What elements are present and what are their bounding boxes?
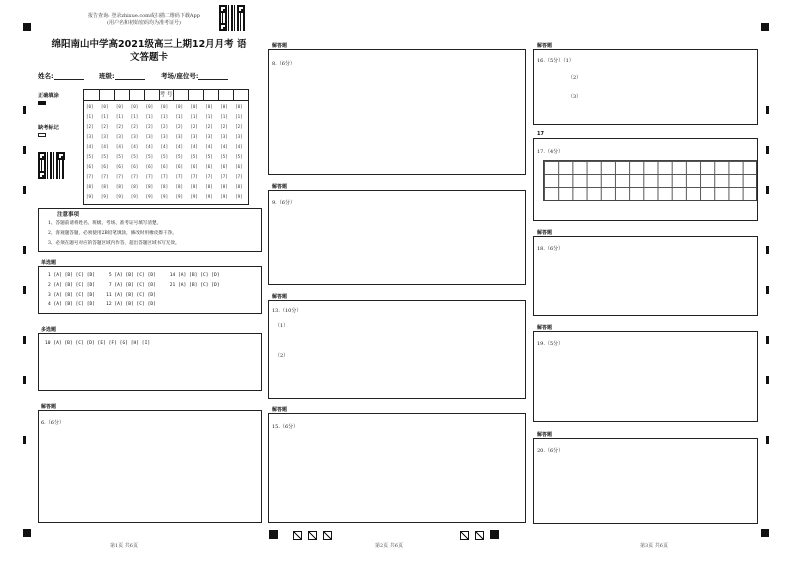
qr-finder-icon xyxy=(57,152,65,160)
seat-field[interactable] xyxy=(161,71,228,80)
answer-section-label: 解答题 xyxy=(272,184,288,190)
exam-number-columns xyxy=(84,100,248,204)
answer-box-q19[interactable] xyxy=(533,331,758,422)
answer-box-q9[interactable] xyxy=(268,190,526,285)
correct-fill-label: 正确填涂 xyxy=(38,93,59,99)
multi-choice-box[interactable] xyxy=(38,333,262,391)
exam-digit-bubble[interactable]: [2] xyxy=(220,124,228,129)
exam-digit-bubble[interactable]: [0] xyxy=(190,104,198,109)
exam-digit-bubble[interactable]: [7] xyxy=(205,174,213,179)
question-label: 17.（4分） xyxy=(537,149,564,155)
sub-question-label: （3） xyxy=(568,94,582,100)
exam-digit-bubble[interactable]: [4] xyxy=(100,144,109,149)
name-label: 姓名: xyxy=(38,72,54,80)
question-label: 9.（6分） xyxy=(272,200,295,206)
page-marker-icon xyxy=(293,531,302,540)
exam-digit-bubble[interactable]: [1] xyxy=(190,114,198,119)
exam-digit-bubble[interactable]: [1] xyxy=(175,114,184,119)
exam-digit-bubble[interactable]: [5] xyxy=(160,154,169,159)
exam-digit-bubble[interactable]: [0] xyxy=(130,104,139,109)
answer-box-q18[interactable] xyxy=(533,236,758,316)
exam-digit-bubble[interactable]: [8] xyxy=(190,184,198,189)
exam-digit-bubble[interactable]: [6] xyxy=(160,164,169,169)
exam-digit-bubble[interactable]: [8] xyxy=(235,184,243,189)
writing-grid[interactable] xyxy=(543,160,757,201)
exam-digit-bubble[interactable]: [6] xyxy=(175,164,184,169)
answer-section-label: 解答题 xyxy=(41,404,57,410)
exam-digit-bubble[interactable]: [1] xyxy=(235,114,243,119)
exam-digit-bubble[interactable]: [0] xyxy=(205,104,213,109)
exam-digit-bubble[interactable]: [7] xyxy=(86,174,94,179)
exam-digit-bubble[interactable]: [8] xyxy=(160,184,169,189)
timing-mark xyxy=(766,106,769,114)
exam-digit-bubble[interactable]: [2] xyxy=(205,124,213,129)
exam-digit-bubble[interactable]: [8] xyxy=(175,184,184,189)
exam-digit-bubble[interactable]: [9] xyxy=(130,194,139,199)
exam-digit-bubble[interactable]: [1] xyxy=(220,114,228,119)
question-label: 15.（6分） xyxy=(272,424,299,430)
class-field[interactable] xyxy=(99,71,145,80)
q17-section-label: 17 xyxy=(537,131,544,137)
exam-digit-bubble[interactable]: [3] xyxy=(190,134,198,139)
notice-item: 2、客观题答题，必须使用2B铅笔填涂，修改时用橡皮擦干净。 xyxy=(48,231,177,236)
report-info-line1: 报告查询: 登录zhixue.com或扫描二维码下载App xyxy=(88,13,200,19)
exam-digit-bubble[interactable]: [3] xyxy=(115,134,124,139)
timing-mark xyxy=(23,246,26,254)
exam-digit-bubble[interactable]: [1] xyxy=(86,114,94,119)
filled-sample-icon xyxy=(38,101,46,105)
page-number-3: 第3页 共6页 xyxy=(640,543,668,549)
exam-digit-bubble[interactable]: [1] xyxy=(130,114,139,119)
sub-question-label: （2） xyxy=(568,75,582,81)
exam-digit-bubble[interactable]: [2] xyxy=(190,124,198,129)
single-choice-label: 单选题 xyxy=(41,260,57,266)
page-marker-icon xyxy=(308,531,317,540)
exam-digit-bubble[interactable]: [7] xyxy=(145,174,154,179)
exam-digit-bubble[interactable]: [6] xyxy=(115,164,124,169)
question-label: 6.（6分） xyxy=(41,420,64,426)
multi-choice-label: 多选题 xyxy=(41,327,57,333)
multi-choice-row[interactable]: 10 [A] [B] [C] [D] [E] [F] [G] [H] [I] xyxy=(45,341,151,346)
exam-digit-bubble[interactable]: [2] xyxy=(235,124,243,129)
exam-digit-bubble[interactable]: [1] xyxy=(115,114,124,119)
page-marker-icon xyxy=(323,531,332,540)
exam-digit-bubble[interactable]: [8] xyxy=(205,184,213,189)
exam-digit-bubble[interactable]: [2] xyxy=(100,124,109,129)
exam-digit-bubble[interactable]: [9] xyxy=(220,194,228,199)
exam-number-grid xyxy=(83,89,249,205)
exam-digit-bubble[interactable]: [9] xyxy=(100,194,109,199)
exam-digit-bubble[interactable]: [5] xyxy=(220,154,228,159)
timing-mark xyxy=(23,186,26,194)
exam-digit-bubble[interactable]: [4] xyxy=(130,144,139,149)
exam-digit-bubble[interactable]: [6] xyxy=(205,164,213,169)
answer-box-q8[interactable] xyxy=(268,49,526,175)
exam-digit-bubble[interactable]: [1] xyxy=(160,114,169,119)
notice-item: 1、答题前请将姓名、班级、考场、准考证号填写清楚。 xyxy=(48,221,162,226)
exam-digit-bubble[interactable]: [4] xyxy=(190,144,198,149)
corner-mark-bottom-left xyxy=(23,529,31,537)
exam-column-divider xyxy=(188,90,189,100)
exam-digit-bubble[interactable]: [2] xyxy=(175,124,184,129)
timing-mark xyxy=(766,286,769,294)
timing-mark xyxy=(23,376,26,384)
exam-digit-bubble[interactable]: [4] xyxy=(235,144,243,149)
single-choice-row[interactable]: 4 [A] [B] [C] [D] 12 [A] [B] [C] [D] xyxy=(48,302,156,307)
answer-section-label: 解答题 xyxy=(272,407,288,413)
timing-mark xyxy=(766,376,769,384)
exam-digit-bubble[interactable]: [7] xyxy=(175,174,184,179)
exam-digit-bubble[interactable]: [5] xyxy=(175,154,184,159)
exam-digit-bubble[interactable]: [4] xyxy=(145,144,154,149)
timing-mark xyxy=(23,436,26,444)
question-label: 16.（5分）（1） xyxy=(537,58,574,64)
answer-section-label: 解答题 xyxy=(537,325,553,331)
exam-digit-bubble[interactable]: [2] xyxy=(86,124,94,129)
exam-digit-bubble[interactable]: [0] xyxy=(145,104,154,109)
exam-digit-bubble[interactable]: [6] xyxy=(86,164,94,169)
exam-digit-bubble[interactable]: [2] xyxy=(130,124,139,129)
single-choice-row[interactable]: 1 [A] [B] [C] [D] 5 [A] [B] [C] [D] 14 [A] [B] [C] [D] xyxy=(48,273,220,278)
qr-finder-icon xyxy=(219,5,227,13)
timing-mark xyxy=(766,336,769,344)
absent-checkbox[interactable] xyxy=(38,133,46,137)
answer-box-q17[interactable] xyxy=(533,138,758,221)
exam-digit-bubble[interactable]: [8] xyxy=(220,184,228,189)
exam-column-divider xyxy=(144,90,145,100)
report-info-line2: (用户名和初始密码均为准考证号) xyxy=(107,20,181,26)
corner-mark-bottom-center-right xyxy=(490,530,499,539)
exam-digit-bubble[interactable]: [0] xyxy=(100,104,109,109)
exam-digit-bubble[interactable]: [7] xyxy=(190,174,198,179)
exam-digit-bubble[interactable]: [2] xyxy=(115,124,124,129)
exam-digit-bubble[interactable]: [3] xyxy=(100,134,109,139)
exam-digit-bubble[interactable]: [8] xyxy=(86,184,94,189)
exam-digit-bubble[interactable]: [5] xyxy=(145,154,154,159)
question-label: 13.（10分） xyxy=(272,308,302,314)
exam-digit-bubble[interactable]: [3] xyxy=(130,134,139,139)
single-choice-box[interactable] xyxy=(38,266,262,314)
exam-column-divider xyxy=(99,90,100,100)
exam-column-divider xyxy=(218,90,219,100)
exam-digit-bubble[interactable]: [0] xyxy=(175,104,184,109)
timing-mark xyxy=(766,436,769,444)
exam-digit-bubble[interactable]: [9] xyxy=(190,194,198,199)
answer-section-label: 解答题 xyxy=(272,43,288,49)
notice-title: 注意事项 xyxy=(57,212,80,218)
page-number-1: 第1页 共6页 xyxy=(110,543,138,549)
answer-section-label: 解答题 xyxy=(537,230,553,236)
exam-digit-bubble[interactable]: [3] xyxy=(175,134,184,139)
name-field[interactable] xyxy=(38,71,84,80)
exam-digit-bubble[interactable]: [8] xyxy=(130,184,139,189)
exam-digit-bubble[interactable]: [9] xyxy=(235,194,243,199)
page-number-2: 第2页 共6页 xyxy=(375,543,403,549)
qr-finder-icon xyxy=(38,152,46,160)
page-title-line2: 文答题卡 xyxy=(129,52,168,63)
exam-digit-bubble[interactable]: [2] xyxy=(160,124,169,129)
exam-digit-bubble[interactable]: [9] xyxy=(205,194,213,199)
qr-finder-icon xyxy=(38,171,46,179)
exam-digit-bubble[interactable]: [6] xyxy=(130,164,139,169)
question-label: 19.（5分） xyxy=(537,341,564,347)
timing-mark xyxy=(766,186,769,194)
exam-digit-bubble[interactable]: [0] xyxy=(86,104,94,109)
exam-digit-bubble[interactable]: [7] xyxy=(220,174,228,179)
answer-box-q6[interactable] xyxy=(38,410,262,523)
exam-column-divider xyxy=(159,90,160,100)
exam-digit-bubble[interactable]: [0] xyxy=(160,104,169,109)
answer-section-label: 解答题 xyxy=(537,43,553,49)
answer-section-label: 解答题 xyxy=(537,432,553,438)
exam-column-divider xyxy=(203,90,204,100)
timing-mark xyxy=(23,336,26,344)
answer-section-label: 解答题 xyxy=(272,294,288,300)
corner-mark-top-right xyxy=(761,23,769,31)
exam-digit-bubble[interactable]: [1] xyxy=(205,114,213,119)
exam-number-header: 考 号 xyxy=(84,90,248,101)
exam-digit-bubble[interactable]: [6] xyxy=(145,164,154,169)
qr-finder-icon xyxy=(219,23,227,31)
timing-mark xyxy=(23,146,26,154)
corner-mark-top-left xyxy=(23,23,31,31)
answer-box-q16[interactable] xyxy=(533,49,758,125)
notice-box xyxy=(38,208,262,252)
exam-column-divider xyxy=(129,90,130,100)
question-label: 20.（6分） xyxy=(537,448,564,454)
exam-digit-bubble[interactable]: [4] xyxy=(160,144,169,149)
seat-label: 考场/座位号: xyxy=(161,72,199,80)
exam-digit-bubble[interactable]: [3] xyxy=(145,134,154,139)
exam-digit-bubble[interactable]: [5] xyxy=(190,154,198,159)
corner-mark-bottom-right xyxy=(761,529,769,537)
exam-digit-bubble[interactable]: [6] xyxy=(100,164,109,169)
exam-digit-bubble[interactable]: [1] xyxy=(145,114,154,119)
page-marker-icon xyxy=(475,531,484,540)
answer-box-q15[interactable] xyxy=(268,413,526,523)
exam-digit-bubble[interactable]: [0] xyxy=(235,104,243,109)
exam-column-divider xyxy=(173,90,174,100)
question-label: 8.（6分） xyxy=(272,61,295,67)
exam-column-divider xyxy=(114,90,115,100)
exam-column-divider xyxy=(233,90,234,100)
exam-digit-bubble[interactable]: [4] xyxy=(86,144,94,149)
exam-digit-bubble[interactable]: [5] xyxy=(130,154,139,159)
exam-digit-bubble[interactable]: [3] xyxy=(86,134,94,139)
exam-digit-bubble[interactable]: [4] xyxy=(205,144,213,149)
timing-mark xyxy=(23,106,26,114)
timing-mark xyxy=(766,146,769,154)
corner-mark-bottom-center-left xyxy=(269,530,278,539)
exam-digit-bubble[interactable]: [7] xyxy=(160,174,169,179)
exam-digit-bubble[interactable]: [4] xyxy=(175,144,184,149)
page-title-line1: 绵阳南山中学高2021级高三上期12月月考 语 xyxy=(51,39,247,50)
timing-mark xyxy=(23,286,26,294)
exam-digit-bubble[interactable]: [5] xyxy=(100,154,109,159)
exam-digit-bubble[interactable]: [2] xyxy=(145,124,154,129)
exam-digit-bubble[interactable]: [4] xyxy=(115,144,124,149)
exam-digit-bubble[interactable]: [9] xyxy=(175,194,184,199)
exam-digit-bubble[interactable]: [5] xyxy=(235,154,243,159)
single-choice-row[interactable]: 3 [A] [B] [C] [D] 11 [A] [B] [C] [D] xyxy=(48,293,156,298)
exam-digit-bubble[interactable]: [3] xyxy=(220,134,228,139)
exam-digit-bubble[interactable]: [8] xyxy=(115,184,124,189)
class-label: 班级: xyxy=(99,72,115,80)
sub-question-label: （1） xyxy=(275,323,289,329)
exam-digit-bubble[interactable]: [1] xyxy=(100,114,109,119)
exam-digit-bubble[interactable]: [3] xyxy=(160,134,169,139)
exam-digit-bubble[interactable]: [8] xyxy=(145,184,154,189)
exam-digit-bubble[interactable]: [5] xyxy=(205,154,213,159)
exam-digit-bubble[interactable]: [8] xyxy=(100,184,109,189)
single-choice-row[interactable]: 2 [A] [B] [C] [D] 7 [A] [B] [C] [D] 21 [A] [B] [C] [D] xyxy=(48,283,220,288)
exam-digit-bubble[interactable]: [0] xyxy=(220,104,228,109)
question-label: 18.（6分） xyxy=(537,246,564,252)
exam-digit-bubble[interactable]: [9] xyxy=(86,194,94,199)
exam-digit-bubble[interactable]: [6] xyxy=(220,164,228,169)
answer-box-q20[interactable] xyxy=(533,438,758,524)
exam-digit-bubble[interactable]: [9] xyxy=(115,194,124,199)
absent-mark-label: 缺考标记 xyxy=(38,125,59,131)
exam-digit-bubble[interactable]: [7] xyxy=(100,174,109,179)
exam-digit-bubble[interactable]: [7] xyxy=(130,174,139,179)
sub-question-label: （2） xyxy=(275,353,289,359)
page-marker-icon xyxy=(460,531,469,540)
exam-digit-bubble[interactable]: [3] xyxy=(235,134,243,139)
qr-finder-icon xyxy=(237,5,245,13)
exam-digit-bubble[interactable]: [5] xyxy=(86,154,94,159)
exam-digit-bubble[interactable]: [9] xyxy=(160,194,169,199)
notice-item: 3、必须在题号对应的答题区域内作答，超出答题区域书写无效。 xyxy=(48,241,180,246)
exam-digit-bubble[interactable]: [3] xyxy=(205,134,213,139)
timing-mark xyxy=(766,246,769,254)
exam-digit-bubble[interactable]: [5] xyxy=(115,154,124,159)
exam-digit-bubble[interactable]: [7] xyxy=(235,174,243,179)
exam-digit-bubble[interactable]: [4] xyxy=(220,144,228,149)
exam-digit-bubble[interactable]: [6] xyxy=(235,164,243,169)
exam-digit-bubble[interactable]: [6] xyxy=(190,164,198,169)
answer-box-q13[interactable] xyxy=(268,300,526,399)
exam-digit-bubble[interactable]: [0] xyxy=(115,104,124,109)
exam-digit-bubble[interactable]: [7] xyxy=(115,174,124,179)
exam-digit-bubble[interactable]: [9] xyxy=(145,194,154,199)
